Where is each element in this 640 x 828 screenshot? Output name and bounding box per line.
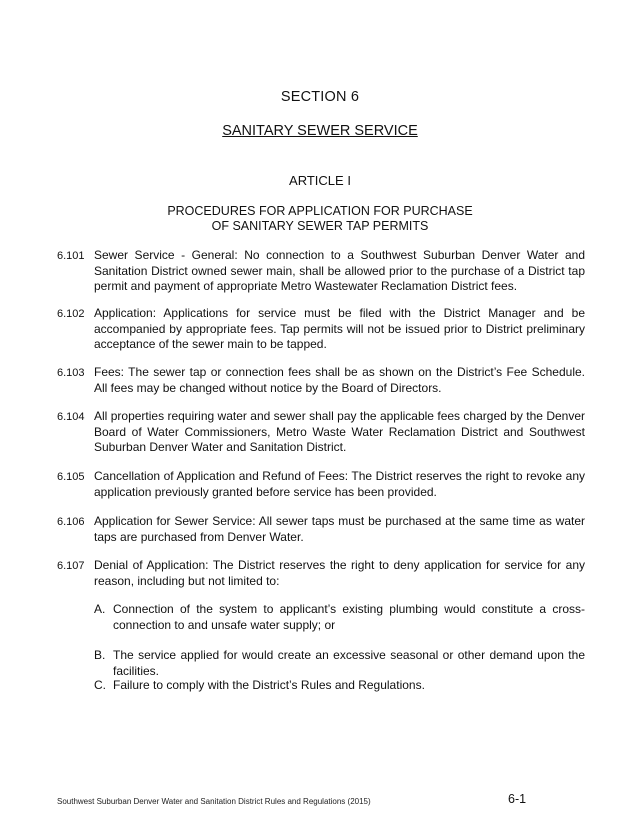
paragraph-6-106	[57, 514, 585, 545]
paragraph-number: 6.102	[57, 308, 85, 320]
article-heading	[0, 204, 640, 234]
paragraph-6-107	[57, 558, 585, 589]
subitem-text: Connection of the system to applicant’s existing plumbing would constitute a cross-connection to and unsafe water supply; or	[113, 602, 585, 632]
paragraph-number: 6.106	[57, 516, 85, 528]
paragraph-number: 6.107	[57, 560, 85, 572]
paragraph-number: 6.103	[57, 367, 85, 379]
paragraph-6-101	[57, 248, 585, 295]
paragraph-6-105	[57, 469, 585, 500]
paragraph-text: Denial of Application: The District reserves the right to deny application for service for any reason, including but not limited to:	[94, 558, 585, 588]
section-subtitle: SANITARY SEWER SERVICE	[222, 123, 418, 139]
paragraph-number: 6.104	[57, 411, 85, 423]
article-heading-line: OF SANITARY SEWER TAP PERMITS	[211, 219, 429, 233]
subitem-a	[94, 602, 585, 633]
article-heading-line: PROCEDURES FOR APPLICATION FOR PURCHASE	[167, 204, 473, 218]
page-number: 6-1	[508, 792, 527, 806]
paragraph-text: All properties requiring water and sewer shall pay the applicable fees charged by the Denver Board of Water Commissioners, Metro Waste Water Reclamation District and Southwest Suburban Denver Water and Sanitation District.	[94, 409, 585, 454]
paragraph-6-104	[57, 409, 585, 456]
paragraph-text: Application for Sewer Service: All sewer taps must be purchased at the same time as water taps are purchased from Denver Water.	[94, 514, 585, 544]
paragraph-6-102	[57, 306, 585, 353]
subitem-b	[94, 648, 585, 679]
section-title: SECTION 6	[280, 89, 360, 105]
subitem-letter: A.	[94, 602, 106, 616]
subitem-letter: C.	[94, 678, 106, 692]
paragraph-number: 6.105	[57, 471, 85, 483]
article-title: ARTICLE I	[289, 173, 351, 188]
paragraph-number: 6.101	[57, 250, 85, 262]
paragraph-text: Cancellation of Application and Refund of Fees: The District reserves the right to revoke any application previously granted before service has been provided.	[94, 469, 585, 499]
paragraph-text: Fees: The sewer tap or connection fees shall be as shown on the District’s Fee Schedule. All fees may be changed without notice by the Board of Directors.	[94, 365, 585, 395]
subitem-letter: B.	[94, 648, 106, 662]
subitem-c	[94, 678, 585, 694]
paragraph-text: Sewer Service - General: No connection to a Southwest Suburban Denver Water and Sanitation District owned sewer main, shall be allowed prior to the purchase of a District tap permit and payment of appropriate Metro Wastewater Reclamation District fees.	[94, 248, 585, 293]
subitem-text: Failure to comply with the District’s Rules and Regulations.	[113, 678, 425, 692]
paragraph-6-103	[57, 365, 585, 396]
subitem-text: The service applied for would create an excessive seasonal or other demand upon the facilities.	[113, 648, 585, 678]
paragraph-text: Application: Applications for service must be filed with the District Manager and be accompanied by appropriate fees. Tap permits will not be issued prior to District preliminary acceptance of the sewer main to be tapped.	[94, 306, 585, 351]
footer-text: Southwest Suburban Denver Water and Sanitation District Rules and Regulations (2015)	[57, 797, 371, 806]
